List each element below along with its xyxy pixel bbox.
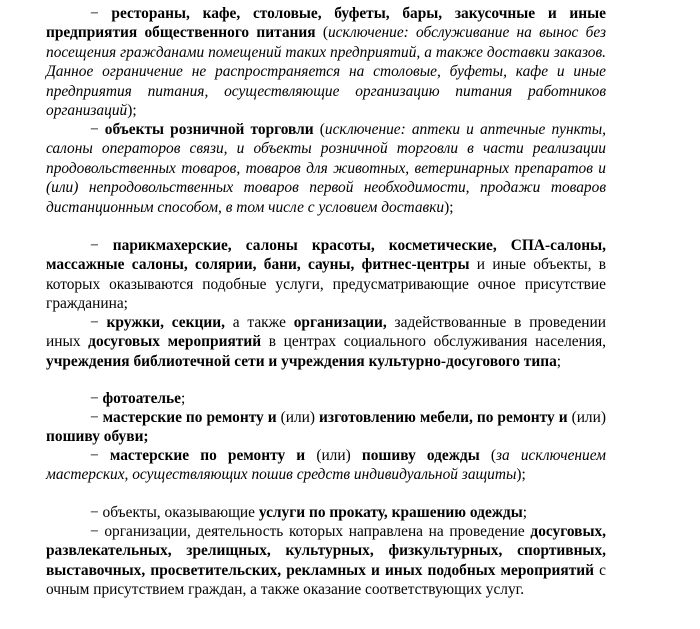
bold-text: кружки, секции,: [106, 314, 225, 331]
italic-note: исключение: обслуживание на вынос без посещения гражданами помещений таких предприятий, а также доставки заказов. Данное ограничение не распространяется на столовые, буфеты, кафе и иные предприятия питания, осуществляющие организацию питания работников организаций: [46, 24, 606, 120]
bold-text: изготовлению мебели, по ремонту и: [319, 409, 568, 426]
plain-text: );: [516, 466, 526, 484]
plain-text: − объекты, оказывающие: [90, 504, 259, 521]
bold-text: услуги по прокату, крашению одежды: [258, 504, 523, 521]
list-item-furniture-shoe-repair: [46, 408, 606, 447]
bold-text: парикмахерские, салоны красоты, косметические, СПА-салоны, массажные салоны, солярии, бани, сауны, фитнес-центры: [46, 237, 606, 274]
list-item-photo-studio: [46, 389, 606, 408]
bold-text: досуговых, развлекательных, зрелищных, культурных, физкультурных, спортивных, выставочных, просветительских, рекламных и иных подобных мероприятий: [46, 523, 606, 579]
italic-note: исключение: аптеки и аптечные пункты, салоны операторов связи, и объекты розничной торговли в части реализации продовольственных товаров, товаров для животных, ветеринарных препаратов и (или) непродовольственных товаров первой необходимости, продажи товаров дистанционным способом, в том числе с условием доставки: [46, 121, 606, 216]
plain-text: ;: [556, 352, 562, 370]
bold-text: объекты розничной торговли: [104, 121, 314, 138]
plain-text: (: [315, 24, 328, 42]
plain-text: −: [90, 447, 110, 464]
italic-note: за исключением мастерских, осуществляющих пошив средств индивидуальной защиты: [46, 447, 606, 484]
plain-text: а также: [224, 314, 294, 331]
bold-text: фотоателье: [102, 390, 182, 407]
plain-text: (: [479, 447, 496, 464]
bold-text: рестораны, кафе, столовые, буфеты, бары, закусочные и иные предприятия общественного питания: [46, 5, 606, 42]
bold-text: организации,: [293, 314, 387, 331]
plain-text: (или): [567, 409, 606, 426]
plain-text: в центрах социального обслуживания населения,: [261, 333, 606, 351]
plain-text: ;: [522, 504, 528, 521]
bold-text: мастерские по ремонту и: [109, 447, 306, 464]
plain-text: −: [90, 237, 113, 254]
plain-text: ;: [181, 390, 186, 407]
list-item-clothing-repair: [46, 446, 606, 485]
list-item-catering: [46, 4, 606, 120]
plain-text: и иные объекты, в которых оказываются подобные услуги, предусматривающие очное присутствие гражданина;: [46, 256, 606, 313]
plain-text: (: [313, 121, 325, 138]
plain-text: −: [90, 390, 103, 407]
plain-text: −: [90, 409, 103, 426]
bold-text: мастерские по ремонту и: [102, 409, 277, 426]
bold-text: учреждения библиотечной сети и учреждения культурно-досугового типа: [46, 352, 557, 370]
list-item-rental-dyeing: [46, 503, 606, 522]
list-item-retail: [46, 120, 606, 217]
plain-text: задействованные в проведении иных: [46, 314, 607, 351]
plain-text: −: [90, 121, 105, 138]
plain-text: −: [90, 5, 112, 22]
list-item-beauty-salons: [46, 236, 606, 314]
bold-text: пошиву обуви;: [46, 428, 149, 446]
bold-text: досуговых мероприятий: [88, 333, 262, 351]
plain-text: (или): [305, 447, 362, 464]
plain-text: с очным присутствием граждан, а также оказание соответствующих услуг.: [46, 561, 606, 599]
list-item-leisure-organizations: [46, 522, 606, 600]
plain-text: );: [127, 102, 137, 120]
plain-text: −: [90, 314, 107, 331]
list-item-clubs-sections: [46, 313, 606, 371]
bold-text: пошиву одежды: [361, 447, 480, 464]
plain-text: (или): [276, 409, 320, 426]
plain-text: − организации, деятельность которых направлена на проведение: [90, 523, 531, 540]
plain-text: );: [444, 198, 454, 216]
